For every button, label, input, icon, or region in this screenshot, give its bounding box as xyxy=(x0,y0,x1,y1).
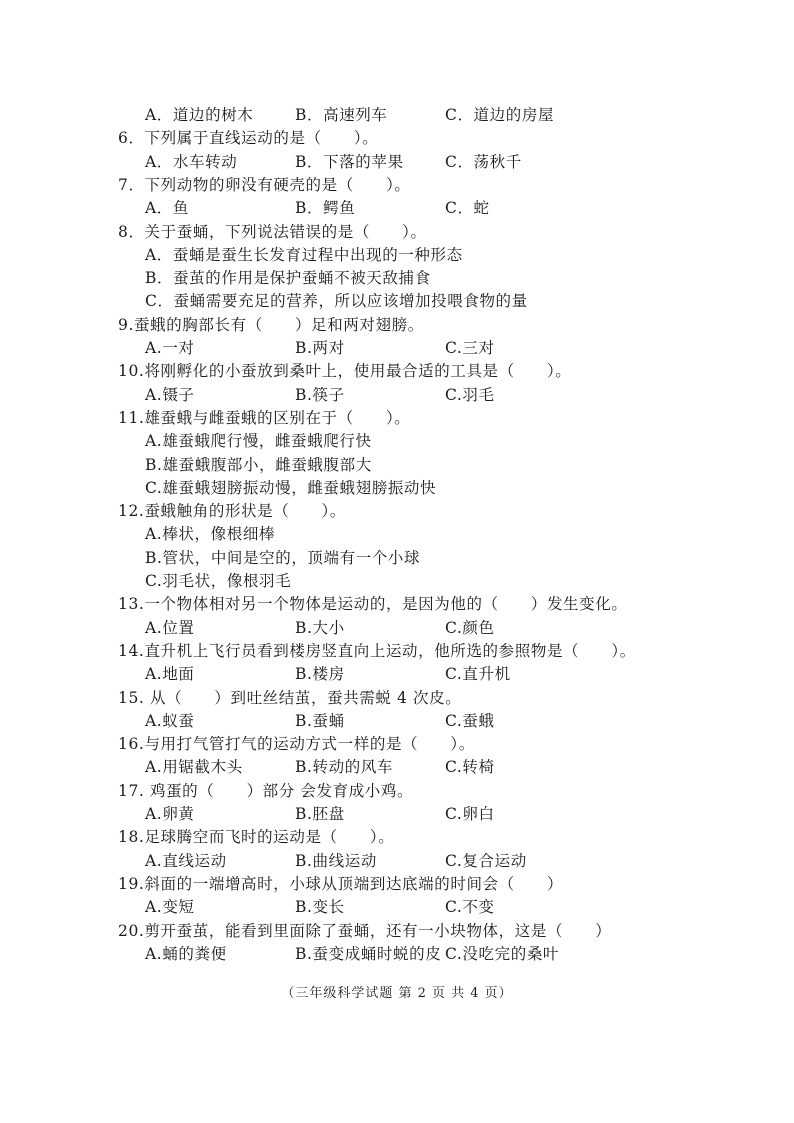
option-text: C．蚕蛹需要充足的营养，所以应该增加投喂食物的量 xyxy=(145,292,528,311)
option-row xyxy=(145,803,705,825)
option-b: B.楼房 xyxy=(295,665,345,684)
option-row xyxy=(145,617,705,639)
option-text: C.雄蚕蛾翅膀振动慢，雌蚕蛾翅膀振动快 xyxy=(145,478,437,497)
question-text: 6．下列属于直线运动的是（ ）。 xyxy=(118,129,379,148)
option-c: C.直升机 xyxy=(445,665,511,684)
option-c: C.不变 xyxy=(445,898,495,917)
option-b: B.变长 xyxy=(295,898,345,917)
page-footer: （三年级科学试题 第 2 页 共 4 页） xyxy=(281,986,513,1001)
option-a: A.蚁蚕 xyxy=(145,711,195,730)
option-c: C.没吃完的桑叶 xyxy=(445,944,560,963)
option-text: A．蚕蛹是蚕生长发育过程中出现的一种形态 xyxy=(145,245,463,264)
question-text: 10.将刚孵化的小蚕放到桑叶上，使用最合适的工具是（ ）。 xyxy=(118,362,572,381)
option-a: A．鱼 xyxy=(145,199,189,218)
option-text: A.棒状，像根细棒 xyxy=(145,525,276,544)
option-b: B.大小 xyxy=(295,618,345,637)
option-row xyxy=(145,337,705,359)
option-c: C.颜色 xyxy=(445,618,495,637)
option-b: B．下落的苹果 xyxy=(295,152,404,171)
option-b: B.筷子 xyxy=(295,385,345,404)
option-row xyxy=(145,710,705,732)
question-text: 9.蚕蛾的胸部长有（ ）足和两对翅膀。 xyxy=(118,315,424,334)
option-row xyxy=(145,384,705,406)
option-b: B.曲线运动 xyxy=(295,851,377,870)
question-text: 13.一个物体相对另一个物体是运动的，是因为他的（ ）发生变化。 xyxy=(118,595,628,614)
question-text: 14.直升机上飞行员看到楼房竖直向上运动，他所选的参照物是（ ）。 xyxy=(118,641,636,660)
question-text: 17. 鸡蛋的（ ）部分 会发育成小鸡。 xyxy=(118,781,414,800)
option-b: B．高速列车 xyxy=(295,106,388,124)
question-text: 16.与用打气管打气的运动方式一样的是（ ）。 xyxy=(118,735,475,754)
option-c: C.蚕蛾 xyxy=(445,711,495,730)
option-text: B.雄蚕蛾腹部小，雌蚕蛾腹部大 xyxy=(145,455,372,474)
option-a: A.镊子 xyxy=(145,385,195,404)
option-text: C.羽毛状，像根羽毛 xyxy=(145,572,292,590)
option-c: C.转椅 xyxy=(445,758,495,777)
option-b: B．鳄鱼 xyxy=(295,199,356,218)
option-b: B.两对 xyxy=(295,339,345,357)
option-row xyxy=(145,850,705,872)
option-c: C．荡秋千 xyxy=(445,152,522,171)
option-b: B.蚕变成蛹时蜕的皮 xyxy=(295,944,442,963)
option-row xyxy=(145,756,705,778)
option-b: B.蚕蛹 xyxy=(295,711,345,730)
question-text: 11.雄蚕蛾与雌蚕蛾的区别在于（ ）。 xyxy=(118,408,411,427)
question-text: 7．下列动物的卵没有硬壳的是（ ）。 xyxy=(118,175,411,194)
option-row xyxy=(145,104,705,126)
option-row xyxy=(145,943,705,965)
option-a: A．水车转动 xyxy=(145,152,238,171)
question-text: 12.蚕蛾触角的形状是（ ）。 xyxy=(118,502,347,521)
option-row xyxy=(145,896,705,918)
option-text: B．蚕茧的作用是保护蚕蛹不被天敌捕食 xyxy=(145,269,431,288)
option-a: A.卵黄 xyxy=(145,805,195,823)
option-row xyxy=(145,663,705,685)
option-a: A.一对 xyxy=(145,339,195,357)
option-c: C.三对 xyxy=(445,339,495,357)
option-c: C.羽毛 xyxy=(445,385,495,404)
question-text: 8．关于蚕蛹，下列说法错误的是（ ）。 xyxy=(118,222,427,241)
option-c: C．道边的房屋 xyxy=(445,106,555,124)
option-a: A.位置 xyxy=(145,618,195,637)
option-a: A.用锯截木头 xyxy=(145,758,243,777)
option-c: C.复合运动 xyxy=(445,851,527,870)
option-a: A.蛹的粪便 xyxy=(145,944,227,963)
question-text: 19.斜面的一端增高时，小球从顶端到达底端的时间会（ ） xyxy=(118,874,564,893)
question-text: 18.足球腾空而飞时的运动是（ ）。 xyxy=(118,828,395,847)
option-c: C．蛇 xyxy=(445,199,490,218)
question-text: 15. 从（ ）到吐丝结茧，蚕共需蜕 4 次皮。 xyxy=(118,688,462,707)
question-text: 20.剪开蚕茧，能看到里面除了蚕蛹，还有一小块物体，这是（ ） xyxy=(118,921,612,940)
option-a: A．道边的树木 xyxy=(145,106,254,124)
option-c: C.卵白 xyxy=(445,805,495,823)
option-a: A.变短 xyxy=(145,898,195,917)
option-row xyxy=(145,197,705,219)
option-b: B.转动的风车 xyxy=(295,758,394,777)
option-text: B.管状，中间是空的，顶端有一个小球 xyxy=(145,548,421,567)
option-a: A.地面 xyxy=(145,665,195,684)
option-row xyxy=(145,151,705,173)
option-b: B.胚盘 xyxy=(295,805,345,823)
option-a: A.直线运动 xyxy=(145,851,227,870)
option-text: A.雄蚕蛾爬行慢，雌蚕蛾爬行快 xyxy=(145,432,372,451)
